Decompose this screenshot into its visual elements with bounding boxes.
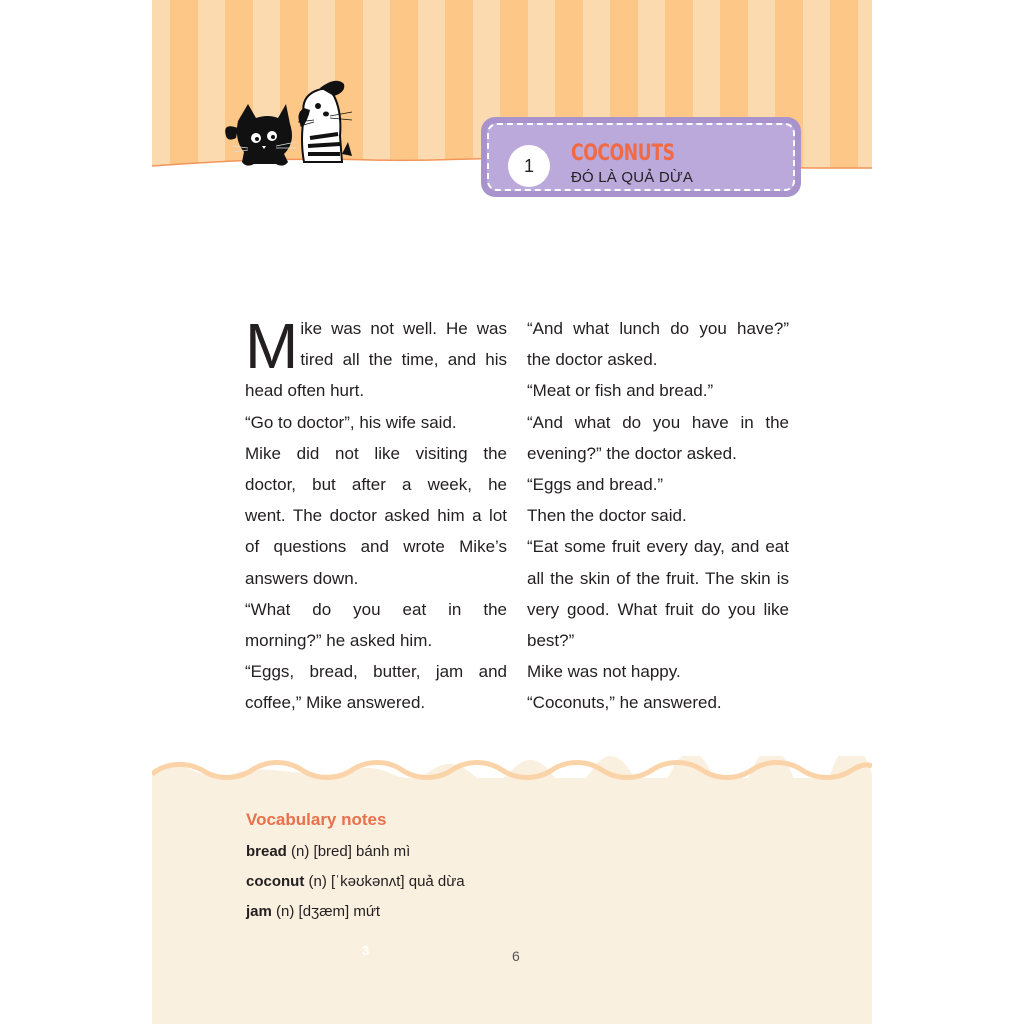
vocab-item-jam: [246, 903, 380, 920]
vocab-definition: (n) [dʒæm] mứt: [271, 903, 381, 920]
book-page: [152, 0, 872, 1024]
story-line: tired all the time, and his: [300, 350, 507, 370]
story-line: Mike was not happy.: [527, 662, 681, 682]
story-line: all the skin of the fruit. The skin is: [527, 568, 789, 588]
vocab-word: jam: [246, 903, 272, 920]
story-line: “Eggs, bread, butter, jam and: [245, 662, 507, 682]
lesson-number: 1: [508, 145, 550, 187]
story-line: Then the doctor said.: [527, 506, 687, 526]
story-column-left: [245, 310, 507, 719]
story-line: “Coconuts,” he answered.: [527, 693, 722, 713]
story-line: of questions and wrote Mike’s: [245, 537, 507, 557]
story-line: “And what do you have in the: [527, 412, 789, 432]
page-number: 6: [512, 948, 520, 964]
story-line: the doctor asked.: [527, 350, 658, 370]
vocabulary-title: Vocabulary notes: [246, 810, 387, 829]
story-line: morning?” he asked him.: [245, 630, 433, 650]
lesson-title-badge: [481, 117, 801, 197]
story-line: “Go to doctor”, his wife said.: [245, 412, 457, 432]
story-line: head often hurt.: [245, 381, 365, 401]
story-line: evening?” the doctor asked.: [527, 443, 737, 463]
story-line: “Eat some fruit every day, and eat: [527, 537, 789, 557]
lesson-title-inner: [487, 123, 795, 191]
story-line: ike was not well. He was: [300, 319, 507, 338]
lesson-title-english: COCONUTS: [571, 141, 675, 166]
vocab-item-bread: [246, 843, 410, 860]
vocab-definition: (n) [bred] bánh mì: [286, 843, 411, 860]
faint-page-mark: 3: [362, 943, 370, 958]
story-line: Mike did not like visiting the: [245, 443, 507, 463]
story-line: best?”: [527, 630, 575, 650]
story-line: “What do you eat in the: [245, 599, 507, 619]
story-column-right: [527, 313, 789, 719]
story-line: went. The doctor asked him a lot: [245, 506, 507, 526]
cat-and-dog-illustration: [218, 76, 358, 171]
vocabulary-wave-line: [152, 756, 872, 786]
drop-cap: M: [245, 310, 299, 382]
story-line: “Eggs and bread.”: [527, 474, 664, 494]
story-line: doctor, but after a week, he: [245, 474, 507, 494]
vocab-word: bread: [246, 843, 287, 860]
vocab-definition: (n) [ˈkəʊkənʌt] quả dừa: [304, 873, 465, 890]
vocab-item-coconut: [246, 873, 465, 890]
story-line: very good. What fruit do you like: [527, 599, 789, 619]
lesson-title-vietnamese: ĐÓ LÀ QUẢ DỪA: [571, 169, 694, 186]
story-line: “Meat or fish and bread.”: [527, 381, 714, 401]
vocab-word: coconut: [246, 873, 305, 890]
story-line: answers down.: [245, 568, 359, 588]
story-line: coffee,” Mike answered.: [245, 693, 426, 713]
story-line: “And what lunch do you have?”: [527, 319, 789, 338]
